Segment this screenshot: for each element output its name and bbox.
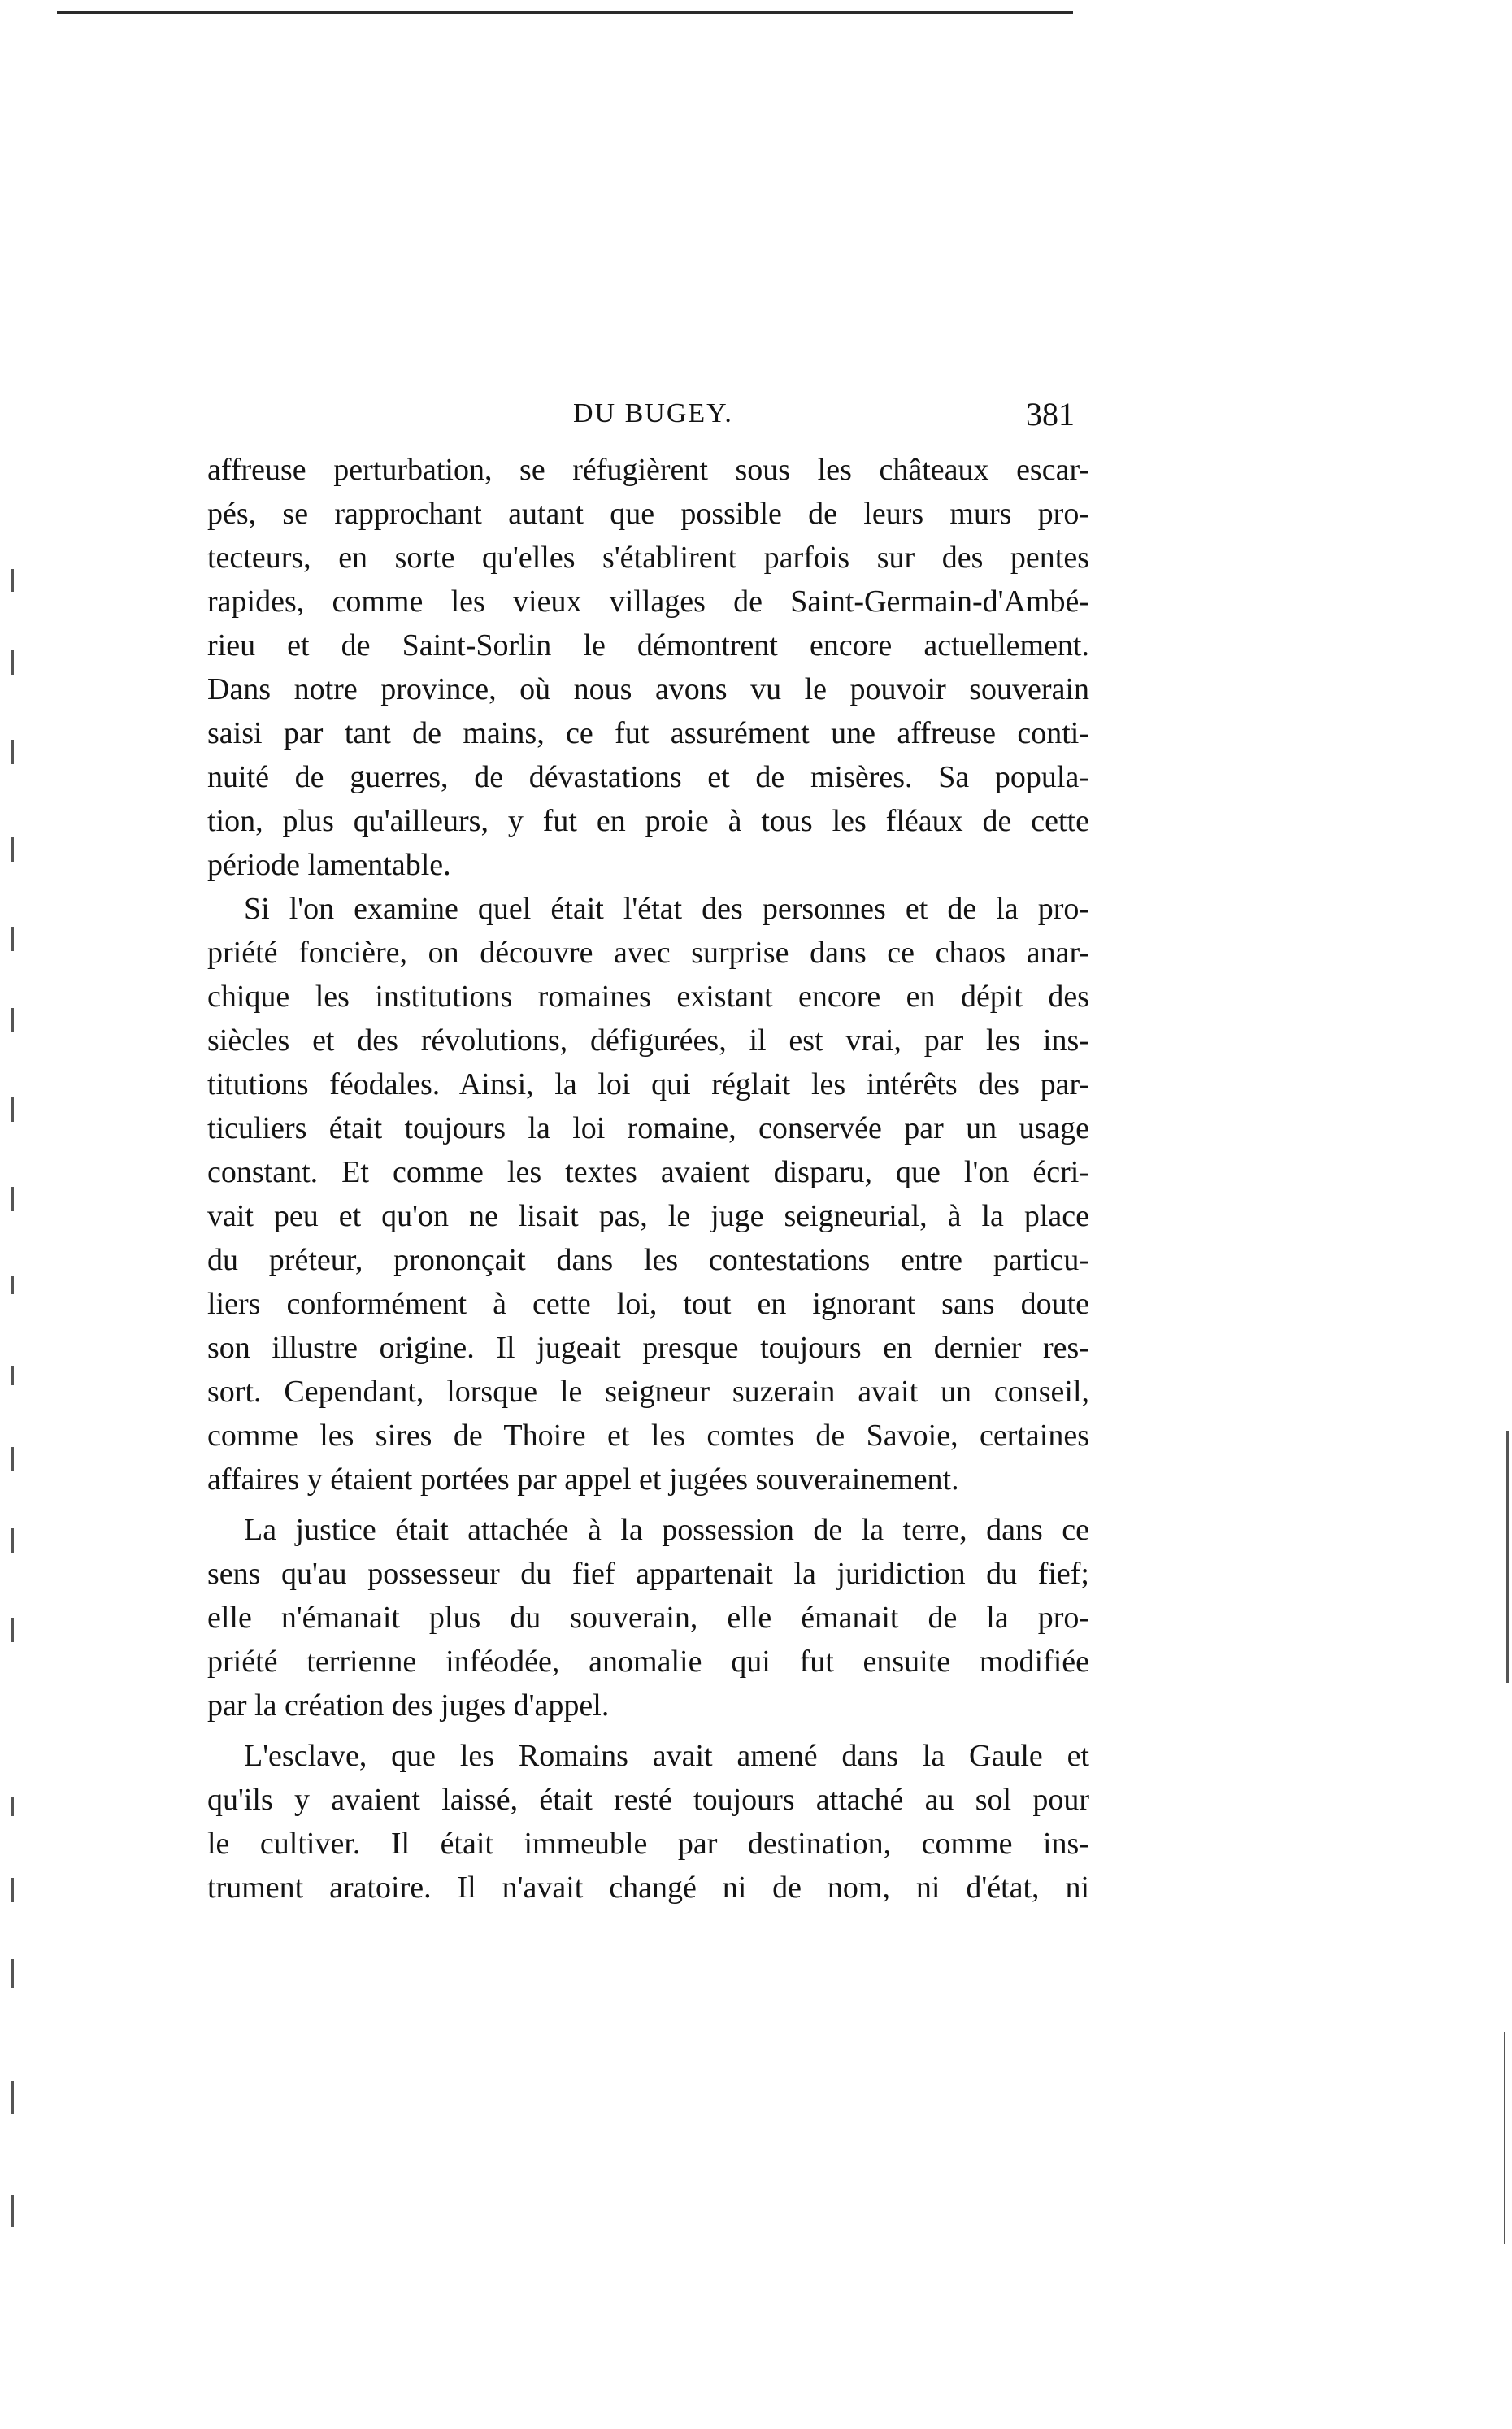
scan-margin-mark (11, 927, 14, 951)
text-line: tecteurs, en sorte qu'elles s'établirent parfois sur des pentes (207, 541, 1089, 575)
text-line: par la création des juges d'appel. (207, 1688, 610, 1723)
scan-edge-rule (57, 11, 1073, 14)
page-number: 381 (1026, 396, 1075, 432)
scan-margin-mark (11, 1097, 14, 1122)
text-line: ticuliers était toujours la loi romaine, conservée par un usage (207, 1111, 1089, 1145)
text-line: Dans notre province, où nous avons vu le pouvoir souverain (207, 672, 1089, 706)
text-line: vait peu et qu'on ne lisait pas, le juge seigneurial, à la place (207, 1199, 1089, 1233)
text-line: trument aratoire. Il n'avait changé ni de nom, ni d'état, ni (207, 1871, 1089, 1905)
scan-edge-mark (1506, 1431, 1509, 1683)
text-line: du préteur, prononçait dans les contestations entre particu- (207, 1243, 1089, 1277)
scan-margin-mark (11, 1276, 14, 1294)
text-line: La justice était attachée à la possession de la terre, dans ce (244, 1513, 1089, 1547)
text-line: L'esclave, que les Romains avait amené dans la Gaule et (244, 1739, 1089, 1773)
text-line: Si l'on examine quel était l'état des personnes et de la pro- (244, 892, 1089, 926)
scan-margin-mark (11, 1187, 14, 1211)
scan-margin-mark (11, 1797, 14, 1816)
scan-margin-mark (11, 569, 14, 592)
text-line: nuité de guerres, de dévastations et de misères. Sa popula- (207, 760, 1089, 794)
scan-margin-mark (11, 1878, 14, 1902)
scan-margin-mark (11, 1008, 14, 1032)
text-line: sort. Cependant, lorsque le seigneur suzerain avait un conseil, (207, 1375, 1089, 1409)
text-line: priété terrienne inféodée, anomalie qui fut ensuite modifiée (207, 1645, 1089, 1679)
text-line: chique les institutions romaines existant encore en dépit des (207, 980, 1089, 1014)
text-line: le cultiver. Il était immeuble par destination, comme ins- (207, 1827, 1089, 1861)
scan-margin-mark (11, 650, 14, 675)
text-line: priété foncière, on découvre avec surprise dans ce chaos anar- (207, 936, 1089, 970)
scan-margin-mark (11, 740, 14, 764)
text-line: tion, plus qu'ailleurs, y fut en proie à tous les fléaux de cette (207, 804, 1089, 838)
scan-margin-mark (11, 837, 14, 862)
text-line: comme les sires de Thoire et les comtes de Savoie, certaines (207, 1419, 1089, 1453)
text-line: pés, se rapprochant autant que possible de leurs murs pro- (207, 497, 1089, 531)
scan-margin-mark (11, 1528, 14, 1553)
text-line: constant. Et comme les textes avaient disparu, que l'on écri- (207, 1155, 1089, 1189)
text-line: période lamentable. (207, 848, 451, 882)
text-line: affreuse perturbation, se réfugièrent sous les châteaux escar- (207, 453, 1089, 487)
scan-margin-mark (11, 1447, 14, 1471)
text-line: liers conformément à cette loi, tout en ignorant sans doute (207, 1287, 1089, 1321)
running-head: DU BUGEY. (573, 398, 733, 428)
text-line: affaires y étaient portées par appel et jugées souverainement. (207, 1462, 959, 1497)
text-line: son illustre origine. Il jugeait presque toujours en dernier res- (207, 1331, 1089, 1365)
text-line: titutions féodales. Ainsi, la loi qui réglait les intérêts des par- (207, 1067, 1089, 1102)
scan-margin-mark (11, 2195, 14, 2227)
scan-margin-mark (11, 1366, 14, 1385)
text-line: saisi par tant de mains, ce fut assurément une affreuse conti- (207, 716, 1089, 750)
scan-margin-mark (11, 2081, 14, 2114)
text-line: qu'ils y avaient laissé, était resté toujours attaché au sol pour (207, 1783, 1089, 1817)
text-line: siècles et des révolutions, défigurées, il est vrai, par les ins- (207, 1023, 1089, 1058)
scan-margin-mark (11, 1618, 14, 1642)
scan-edge-mark (1504, 2032, 1505, 2244)
text-line: rieu et de Saint-Sorlin le démontrent encore actuellement. (207, 628, 1089, 663)
text-line: sens qu'au possesseur du fief appartenait la juridiction du fief; (207, 1557, 1089, 1591)
text-line: rapides, comme les vieux villages de Saint-Germain-d'Ambé- (207, 584, 1089, 619)
text-line: elle n'émanait plus du souverain, elle émanait de la pro- (207, 1601, 1089, 1635)
scan-margin-mark (11, 1959, 14, 1988)
